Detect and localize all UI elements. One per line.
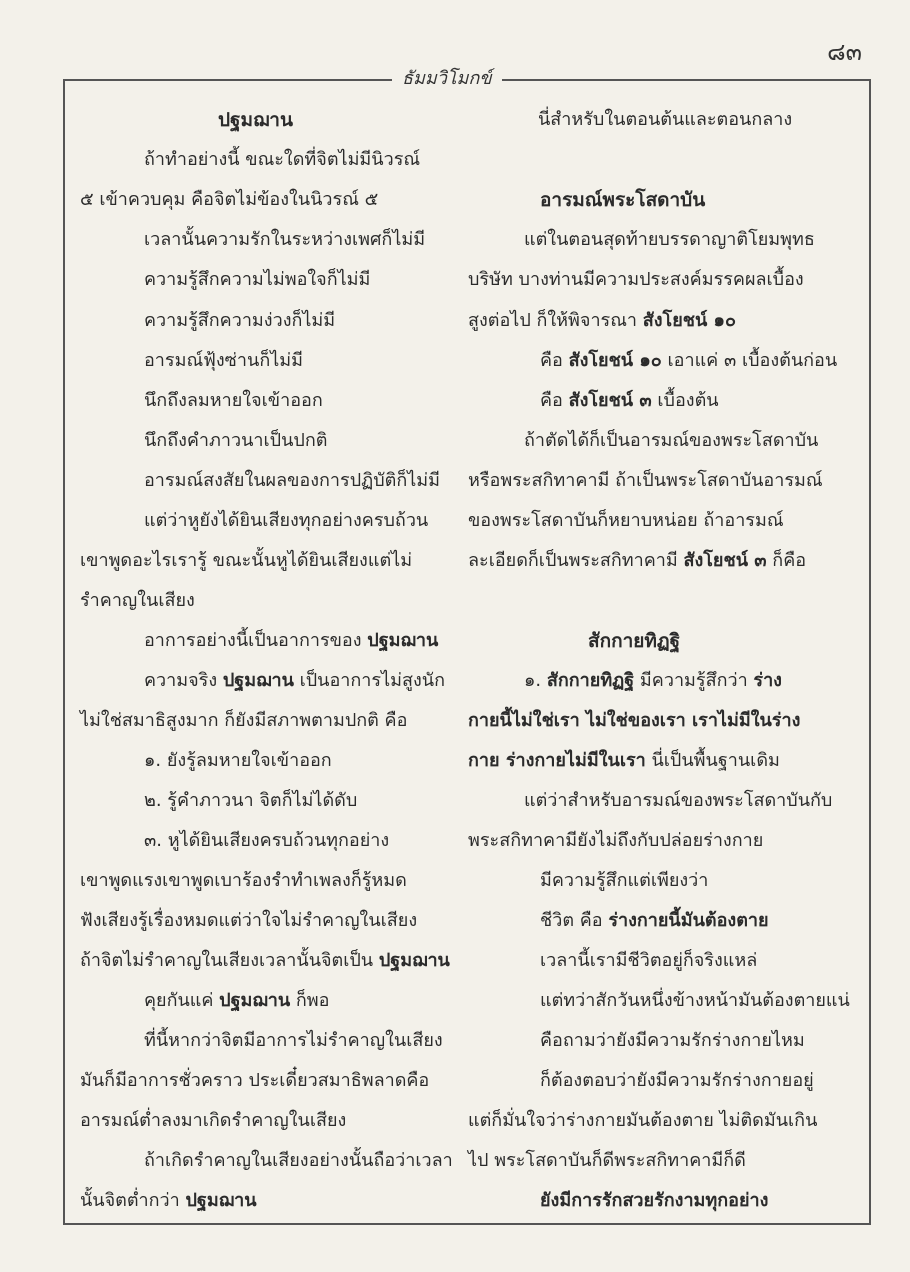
text-span: เป็นอาการไม่สูงนัก	[293, 670, 445, 691]
text-span: มีความรู้สึกว่า	[634, 670, 754, 691]
text-span: ก็คือ	[766, 550, 807, 571]
bold-term: สักกายทิฏฐิ	[546, 670, 635, 691]
text-span: ถ้าจิตไม่รำคาญในเสียงเวลานั้นจิตเป็น	[80, 950, 379, 971]
text-line: แต่ก็มั่นใจว่าร่างกายมันต้องตาย ไม่ติดมันเกิน	[468, 1110, 818, 1131]
text-line	[80, 1189, 257, 1213]
text-line: พระสกิทาคามียังไม่ถึงกับปล่อยร่างกาย	[468, 830, 764, 851]
list-item: ๒. รู้คำภาวนา จิตก็ไม่ได้ดับ	[144, 790, 358, 811]
text-span: ก็พอ	[290, 990, 330, 1011]
text-span: ชีวิต คือ	[540, 910, 609, 931]
text-line: อารมณ์สงสัยในผลของการปฏิบัติก็ไม่มี	[144, 470, 441, 491]
text-line: ของพระโสดาบันก็หยาบหน่อย ถ้าอารมณ์	[468, 510, 784, 531]
text-span: คือ	[540, 350, 569, 371]
text-span: ละเอียดก็เป็นพระสกิทาคามี	[468, 550, 684, 571]
list-item: ๑. ยังรู้ลมหายใจเข้าออก	[144, 750, 332, 771]
text-span: นี่เป็นพื้นฐานเดิม	[645, 750, 780, 771]
text-span: สูงต่อไป ก็ให้พิจารณา	[468, 310, 643, 331]
text-line	[468, 309, 736, 333]
text-line: ก็ต้องตอบว่ายังมีความรักร่างกายอยู่	[540, 1070, 814, 1091]
text-line: กายนี้ไม่ใช่เรา ไม่ใช่ของเรา เราไม่มีในร่าง	[468, 710, 801, 731]
text-line: ความรู้สึกความไม่พอใจก็ไม่มี	[144, 269, 371, 290]
text-line: ถ้าทำอย่างนี้ ขณะใดที่จิตไม่มีนิวรณ์	[144, 149, 421, 170]
text-span: อาการอย่างนี้เป็นอาการของ	[144, 630, 368, 651]
text-span: คุยกันแค่	[144, 990, 220, 1011]
text-line: นึกถึงคำภาวนาเป็นปกติ	[144, 430, 328, 451]
text-span: เอาแค่ ๓ เบื้องต้นก่อน	[661, 350, 838, 371]
bold-term: ปฐมฌาน	[185, 1190, 257, 1211]
text-line: ไป พระโสดาบันก็ดีพระสกิทาคามีก็ดี	[468, 1150, 746, 1171]
text-line	[468, 549, 806, 573]
text-line: เวลานั้นความรักในระหว่างเพศก็ไม่มี	[144, 229, 426, 250]
text-line: คือถามว่ายังมีความรักร่างกายไหม	[540, 1030, 805, 1051]
section-heading: ปฐมฌาน	[218, 109, 293, 131]
bold-term: ปฐมฌาน	[367, 630, 439, 651]
text-line	[80, 949, 450, 973]
text-line: ๕ เข้าควบคุม คือจิตไม่ข้องในนิวรณ์ ๕	[80, 189, 379, 210]
running-header: ธัมมวิโมกข์	[392, 63, 502, 92]
text-line	[144, 669, 445, 693]
text-span: คือ	[540, 390, 569, 411]
text-line: ความรู้สึกความง่วงก็ไม่มี	[144, 310, 336, 331]
text-line: แต่ทว่าสักวันหนึ่งข้างหน้ามันต้องตายแน่	[540, 990, 850, 1011]
text-line: บริษัท บางท่านมีความประสงค์มรรคผลเบื้อง	[468, 269, 804, 290]
text-line: เขาพูดแรงเขาพูดเบาร้องรำทำเพลงก็รู้หมด	[80, 870, 407, 891]
text-line: เขาพูดอะไรเรารู้ ขณะนั้นหูได้ยินเสียงแต่ไม่	[80, 550, 413, 571]
text-line	[144, 989, 329, 1013]
text-span: นั้นจิตต่ำกว่า	[80, 1190, 186, 1211]
section-heading: อารมณ์พระโสดาบัน	[540, 189, 706, 211]
bold-term: ร่างกายนี้มันต้องตาย	[608, 910, 769, 931]
text-line: ถ้าตัดได้ก็เป็นอารมณ์ของพระโสดาบัน	[524, 430, 819, 451]
text-line	[144, 629, 438, 653]
text-line: มันก็มีอาการชั่วคราว ประเดี๋ยวสมาธิพลาดคือ	[80, 1070, 430, 1091]
text-line: ที่นี้หากว่าจิตมีอาการไม่รำคาญในเสียง	[144, 1030, 443, 1051]
text-line: มีความรู้สึกแต่เพียงว่า	[540, 870, 709, 891]
list-item: ๓. หูได้ยินเสียงครบถ้วนทุกอย่าง	[144, 830, 390, 851]
bold-term: ปฐมฌาน	[378, 950, 450, 971]
text-line	[468, 749, 780, 773]
text-line: ฟังเสียงรู้เรื่องหมดแต่ว่าใจไม่รำคาญในเสียง	[80, 910, 418, 931]
text-line	[540, 349, 837, 373]
text-line: ไม่ใช่สมาธิสูงมาก ก็ยังมีสภาพตามปกติ คือ	[80, 710, 408, 731]
text-line: อารมณ์ฟุ้งซ่านก็ไม่มี	[144, 350, 303, 371]
text-line	[524, 669, 782, 693]
text-line: แต่ว่าสำหรับอารมณ์ของพระโสดาบันกับ	[524, 790, 833, 811]
bold-term: สังโยชน์ ๑๐	[568, 350, 662, 371]
text-span: เบื้องต้น	[651, 390, 719, 411]
text-line: อารมณ์ต่ำลงมาเกิดรำคาญในเสียง	[80, 1110, 347, 1131]
bold-term: สังโยชน์ ๓	[568, 390, 652, 411]
text-span: ๑.	[524, 670, 547, 691]
text-line	[540, 389, 719, 413]
bold-term: สังโยชน์ ๑๐	[642, 310, 736, 331]
bold-term: ปฐมฌาน	[219, 990, 291, 1011]
text-line: นี่สำหรับในตอนต้นและตอนกลาง	[538, 109, 793, 130]
bold-term: ร่าง	[753, 670, 782, 691]
text-line: หรือพระสกิทาคามี ถ้าเป็นพระโสดาบันอารมณ์	[468, 470, 823, 491]
text-line: ยังมีการรักสวยรักงามทุกอย่าง	[540, 1190, 769, 1211]
text-line: เวลานี้เรามีชีวิตอยู่ก็จริงแหล่	[540, 950, 758, 971]
bold-term: กาย ร่างกายไม่มีในเรา	[468, 750, 646, 771]
text-span: ความจริง	[144, 670, 223, 691]
text-line: รำคาญในเสียง	[80, 590, 195, 611]
text-line: แต่ว่าหูยังได้ยินเสียงทุกอย่างครบถ้วน	[144, 510, 429, 531]
bold-term: ปฐมฌาน	[222, 670, 294, 691]
text-line: นึกถึงลมหายใจเข้าออก	[144, 390, 323, 411]
section-heading: สักกายทิฏฐิ	[588, 630, 681, 652]
text-line	[540, 909, 769, 933]
text-line: ถ้าเกิดรำคาญในเสียงอย่างนั้นถือว่าเวลา	[144, 1150, 453, 1171]
bold-term: สังโยชน์ ๓	[683, 550, 767, 571]
text-line: แต่ในตอนสุดท้ายบรรดาญาติโยมพุทธ	[524, 229, 815, 250]
page-number: ๘๓	[827, 38, 862, 66]
